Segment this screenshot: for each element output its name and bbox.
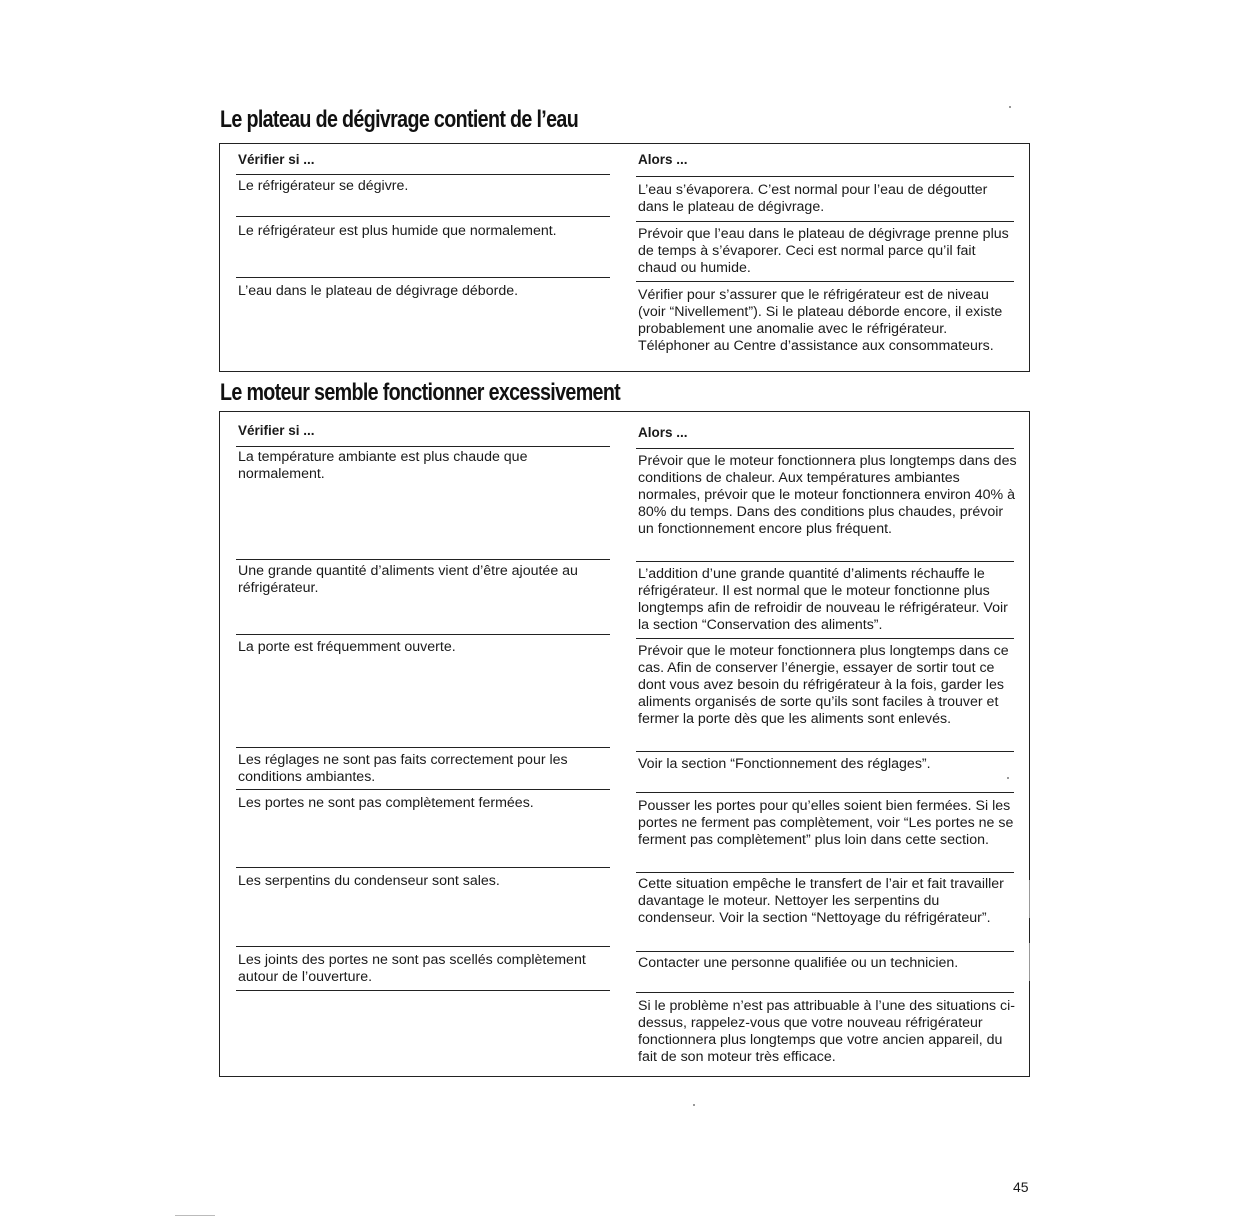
row-divider (236, 277, 610, 278)
column-header-then: Alors ... (638, 425, 688, 440)
scan-mark (175, 1215, 215, 1216)
table-cell-check: La température ambiante est plus chaude que normalement. (238, 449, 528, 482)
row-divider (636, 792, 1014, 793)
table-cell-check: Le réfrigérateur se dégivre. (238, 178, 409, 194)
table-cell-then: Si le problème n’est pas attribuable à l’une des situations ci-dessus, rappelez-vous que votre nouveau réfrigérateur fonctionnera plus longtemps que votre ancien appareil, du fait de son moteur très efficace. (638, 998, 1015, 1065)
troubleshooting-table-motor (219, 411, 1030, 1077)
row-divider (636, 448, 1014, 449)
table-cell-then: Contacter une personne qualifiée ou un technicien. (638, 955, 959, 971)
table-cell-check: L’eau dans le plateau de dégivrage déborde. (238, 283, 519, 299)
row-divider (636, 561, 1014, 562)
table-cell-then: Prévoir que l’eau dans le plateau de dégivrage prenne plus de temps à s’évaporer. Ceci est normal parce qu’il fait chaud ou humide. (638, 226, 1009, 276)
row-divider (636, 992, 1014, 993)
table-cell-then: Pousser les portes pour qu’elles soient bien fermées. Si les portes ne ferment pas complètement, voir “Les portes ne se ferment pas complètement” plus loin dans cette section. (638, 798, 1014, 848)
row-divider (636, 872, 1014, 873)
row-divider (636, 281, 1014, 282)
table-cell-then: Prévoir que le moteur fonctionnera plus longtemps dans ce cas. Afin de conserver l’énergie, essayer de sortir tout ce dont vous avez besoin du réfrigérateur à la fois, garder les aliments organisés de sorte qu’ils sont faciles à trouver et fermer la porte dès que les aliments sont enlevés. (638, 643, 1009, 727)
table-cell-then: Prévoir que le moteur fonctionnera plus longtemps dans des conditions de chaleur. Aux températures ambiantes normales, prévoir que le moteur fonctionnera environ 40% à 80% du temps. Dans des conditions plus chaudes, prévoir un fonctionnement encore plus fréquent. (638, 453, 1017, 537)
row-divider (236, 990, 610, 991)
row-divider (236, 867, 610, 868)
row-divider (236, 747, 610, 748)
scan-speck (1009, 106, 1011, 108)
table-cell-then: L’eau s’évaporera. C’est normal pour l’eau de dégoutter dans le plateau de dégivrage. (638, 182, 988, 215)
table-cell-then: Cette situation empêche le transfert de l’air et fait travailler davantage le moteur. Nettoyer les serpentins du condenseur. Voir la section “Nettoyage du réfrigérateur”. (638, 876, 1004, 926)
section-title-defrost-pan: Le plateau de dégivrage contient de l’eau (220, 106, 579, 133)
page-number: 45 (1013, 1179, 1029, 1195)
table-cell-check: Les joints des portes ne sont pas scellés complètement autour de l’ouverture. (238, 952, 586, 985)
row-divider (236, 446, 610, 447)
row-divider (636, 951, 1014, 952)
table-cell-then: L’addition d’une grande quantité d’aliments réchauffe le réfrigérateur. Il est normal que le moteur fonctionne plus longtemps afin de refroidir de nouveau le réfrigérateur. Voir la section “Conservation des aliments”. (638, 566, 1008, 633)
row-divider (236, 634, 610, 635)
row-divider (236, 174, 610, 175)
row-divider (636, 176, 1014, 177)
column-header-check: Vérifier si ... (238, 423, 315, 438)
table-cell-check: Les réglages ne sont pas faits correctement pour les conditions ambiantes. (238, 752, 568, 785)
row-divider (236, 559, 610, 560)
table-cell-check: Les serpentins du condenseur sont sales. (238, 873, 500, 889)
row-divider (236, 946, 610, 947)
table-cell-then: Voir la section “Fonctionnement des réglages”. (638, 756, 931, 772)
scan-speck (1007, 777, 1009, 779)
row-divider (636, 638, 1014, 639)
table-cell-check: Les portes ne sont pas complètement fermées. (238, 795, 534, 811)
row-divider (636, 751, 1014, 752)
table-cell-check: Une grande quantité d’aliments vient d’être ajoutée au réfrigérateur. (238, 563, 578, 596)
table-cell-check: Le réfrigérateur est plus humide que normalement. (238, 223, 557, 239)
row-divider (236, 789, 610, 790)
column-header-then: Alors ... (638, 152, 688, 167)
scan-mark (1029, 943, 1030, 981)
troubleshooting-table-defrost-pan (219, 143, 1030, 372)
row-divider (636, 221, 1014, 222)
table-cell-check: La porte est fréquemment ouverte. (238, 639, 456, 655)
column-header-check: Vérifier si ... (238, 152, 315, 167)
table-cell-then: Vérifier pour s’assurer que le réfrigérateur est de niveau (voir “Nivellement”). Si le plateau déborde encore, il existe probablement une anomalie avec le réfrigérateur. Téléphoner au Centre d’assistance aux consommateurs. (638, 287, 1003, 354)
scan-mark (1029, 880, 1030, 918)
row-divider (236, 216, 610, 217)
scan-speck (693, 1104, 695, 1106)
section-title-motor-runs: Le moteur semble fonctionner excessivement (220, 379, 621, 406)
